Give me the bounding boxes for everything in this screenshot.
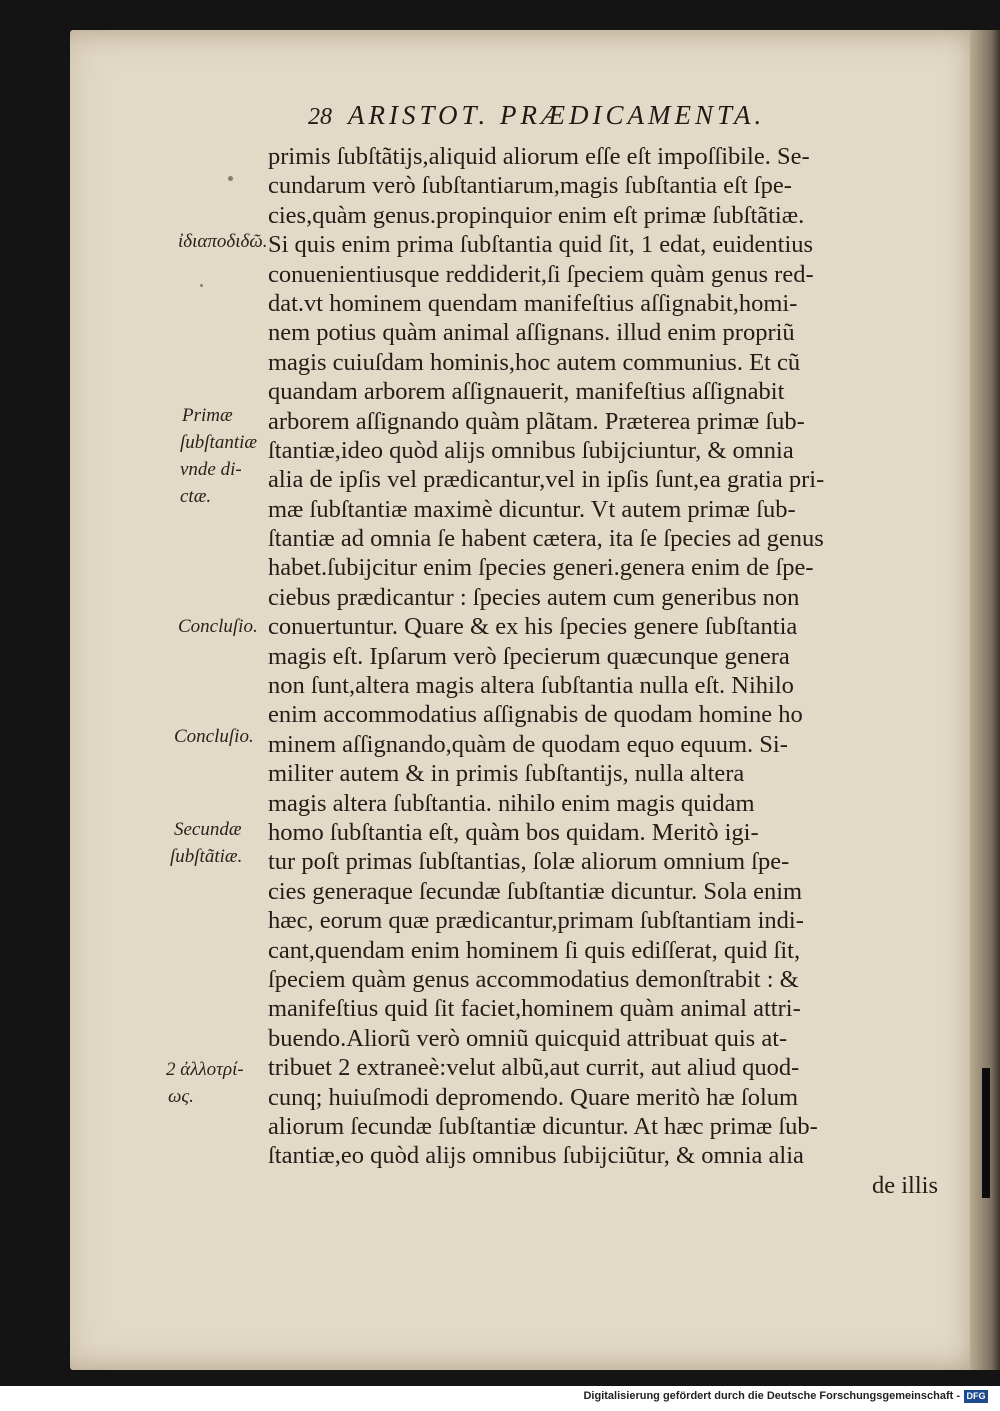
text-line: minem aſſignando,quàm de quodam equo equum. Si- [268, 730, 788, 758]
paper-speck [228, 176, 233, 181]
margin-note-substantiae: ſubſtantiæ [180, 432, 258, 453]
margin-note-greek: ἰδιαποδιδῶ. [178, 231, 268, 252]
margin-note-greek-2-cont: ως. [168, 1086, 194, 1107]
text-line: tur poſt primas ſubſtantias, ſolæ aliorum omnium ſpe- [268, 848, 790, 876]
dfg-logo-icon: DFG [964, 1390, 988, 1403]
paper-speck [200, 284, 203, 287]
text-line: cundarum verò ſubſtantiarum,magis ſubſtantia eſt ſpe- [268, 172, 792, 200]
text-line: enim accommodatius aſſignabis de quodam homine ho [268, 701, 803, 729]
page-number: 28 [308, 104, 332, 130]
text-line: nem potius quàm animal aſſignans. illud enim propriũ [268, 319, 795, 347]
running-head-title: ARISTOT. PRÆDICAMENTA. [348, 100, 766, 130]
text-line: militer autem & in primis ſubſtantijs, nulla altera [268, 760, 745, 788]
footer-credit: Digitalisierung gefördert durch die Deutsche Forschungsgemeinschaft - [583, 1390, 960, 1402]
text-line: cunq; huiuſmodi depromendo. Quare meritò hæ ſolum [268, 1083, 799, 1111]
catchword: de illis [871, 1171, 938, 1199]
text-line: cies,quàm genus.propinquior enim eſt primæ ſubſtãtiæ. [268, 201, 805, 229]
text-line: tribuet 2 extraneè:velut albũ,aut currit, aut aliud quod- [268, 1054, 800, 1082]
running-head [308, 100, 868, 136]
text-line: magis altera ſubſtantia. nihilo enim magis quidam [268, 789, 755, 817]
margin-note-unde-di: vnde di- [180, 459, 242, 480]
margin-note-conclusio-1: Concluſio. [178, 616, 258, 637]
text-line: homo ſubſtantia eſt, quàm bos quidam. Meritò igi- [268, 818, 759, 846]
text-line: aliorum ſecundæ ſubſtantiæ dicuntur. At hæc primæ ſub- [268, 1112, 818, 1140]
text-line: ſtantiæ,eo quòd alijs omnibus ſubijciũtur, & omnia alia [268, 1142, 804, 1170]
text-line: ciebus prædicantur : ſpecies autem cum generibus non [268, 583, 800, 611]
main-text-block [268, 142, 938, 1200]
text-line: hæc, eorum quæ prædicantur,primam ſubſtantiam indi- [268, 907, 804, 935]
margin-note-primae: Primæ [182, 405, 233, 426]
text-line: ſtantiæ,ideo quòd alijs omnibus ſubijciuntur, & omnia [268, 436, 794, 464]
text-line: cant,quendam enim hominem ſi quis ediſſerat, quid ſit, [268, 936, 801, 964]
text-line: Si quis enim prima ſubſtantia quid ſit, 1 edat, euidentius [268, 231, 814, 259]
text-line: conuertuntur. Quare & ex his ſpecies genere ſubſtantia [268, 613, 798, 641]
text-line: arborem aſſignando quàm plãtam. Præterea primæ ſub- [268, 407, 805, 435]
margin-note-conclusio-2: Concluſio. [174, 726, 254, 747]
margin-note-substatiae: ſubſtãtiæ. [170, 846, 243, 867]
text-line: dat.vt hominem quendam manifeſtius aſſignabit,homi- [268, 289, 798, 317]
margin-note-ctae: ctæ. [180, 486, 212, 507]
margin-note-secundae: Secundæ [174, 819, 242, 840]
text-line: quandam arborem aſſignauerit, manifeſtius aſſignabit [268, 378, 785, 406]
text-line: ſtantiæ ad omnia ſe habent cætera, ita ſe ſpecies ad genus [268, 525, 824, 553]
text-line: ſpeciem quàm genus accommodatius demonſtrabit : & [268, 965, 799, 993]
text-line: habet.ſubijcitur enim ſpecies generi.genera enim de ſpe- [268, 554, 814, 582]
text-line: alia de ipſis vel prædicantur,vel in ipſis ſunt,ea gratia pri- [268, 466, 825, 494]
text-line: cies generaque ſecundæ ſubſtantiæ dicuntur. Sola enim [268, 877, 803, 905]
text-line: primis ſubſtãtijs,aliquid aliorum eſſe eſt impoſſibile. Se- [268, 143, 810, 170]
text-line: non ſunt,altera magis altera ſubſtantia nulla eſt. Nihilo [268, 672, 794, 700]
text-line: magis cuiuſdam hominis,hoc autem communius. Et cũ [268, 348, 801, 376]
text-line: conuenientiusque reddiderit,ſi ſpeciem quàm genus red- [268, 260, 814, 288]
text-line: magis eſt. Ipſarum verò ſpecierum quæcunque genera [268, 642, 790, 670]
text-line: buendo.Aliorũ verò omniũ quicquid attribuat quis at- [268, 1024, 788, 1052]
text-line: mæ ſubſtantiæ maximè dicuntur. Vt autem primæ ſub- [268, 495, 796, 523]
text-line: manifeſtius quid ſit faciet,hominem quàm animal attri- [268, 995, 801, 1023]
margin-note-greek-2: 2 ἀλλοτρί- [166, 1059, 244, 1080]
spine-tab [982, 1068, 990, 1198]
